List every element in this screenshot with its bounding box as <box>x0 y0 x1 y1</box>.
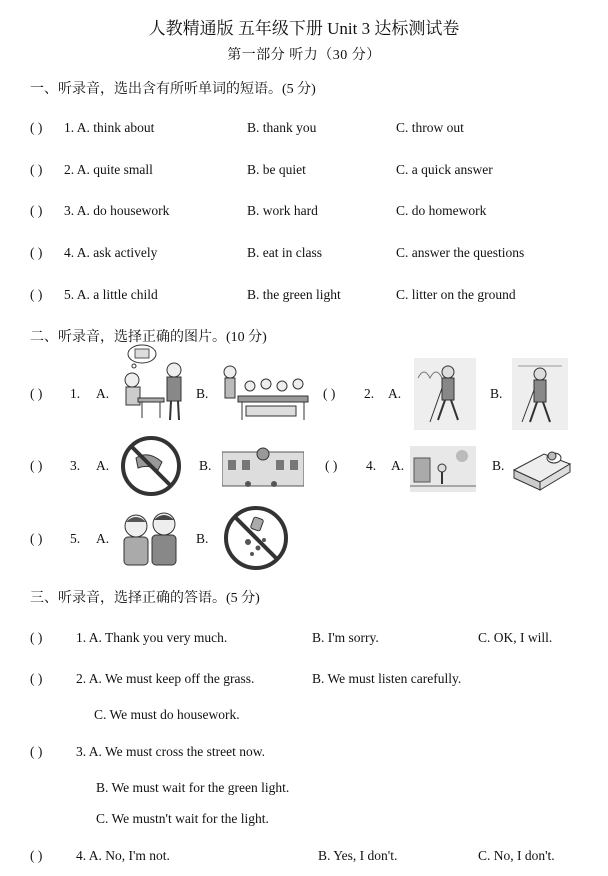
question-number: 2. <box>364 386 375 401</box>
page-subtitle: 第一部分 听力（30 分） <box>227 48 381 63</box>
picture-person-sleeping[interactable] <box>510 440 572 496</box>
option-a-label: A. <box>391 458 405 473</box>
answer-blank[interactable]: ( ) <box>30 630 43 645</box>
option-b: B. I'm sorry. <box>312 630 379 645</box>
option-a: 5. A. a little child <box>64 287 158 302</box>
option-b: B. work hard <box>247 203 318 218</box>
answer-blank[interactable]: ( ) <box>30 458 43 473</box>
option-c: C. We mustn't wait for the light. <box>96 811 269 826</box>
option-b: B. We must listen carefully. <box>312 671 462 686</box>
picture-street-building[interactable] <box>222 444 304 492</box>
picture-no-litter-sign[interactable] <box>222 504 290 572</box>
option-c: C. We must do housework. <box>94 707 240 722</box>
option-b: B. Yes, I don't. <box>318 848 398 863</box>
option-a: 1. A. Thank you very much. <box>76 630 228 645</box>
option-a-label: A. <box>96 531 110 546</box>
answer-blank[interactable]: ( ) <box>323 386 336 401</box>
option-b-label: B. <box>196 531 209 546</box>
option-a-label: A. <box>388 386 402 401</box>
option-a-label: A. <box>96 458 110 473</box>
picture-man-walking[interactable] <box>414 358 476 430</box>
question-number: 5. <box>70 531 81 546</box>
answer-blank[interactable]: ( ) <box>30 531 43 546</box>
picture-classroom[interactable] <box>218 362 314 424</box>
option-b: B. We must wait for the green light. <box>96 780 290 795</box>
page-title: 人教精通版 五年级下册 Unit 3 达标测试卷 <box>148 19 460 38</box>
option-a: 4. A. No, I'm not. <box>76 848 170 863</box>
answer-blank[interactable]: ( ) <box>30 386 43 401</box>
option-c: C. OK, I will. <box>478 630 553 645</box>
answer-blank[interactable]: ( ) <box>30 287 43 302</box>
option-a: 1. A. think about <box>64 120 155 135</box>
option-b: B. be quiet <box>247 162 306 177</box>
answer-blank[interactable]: ( ) <box>325 458 338 473</box>
option-c: C. throw out <box>396 120 464 135</box>
option-c: C. do homework <box>396 203 487 218</box>
option-c: C. litter on the ground <box>396 287 516 302</box>
option-a: 2. A. We must keep off the grass. <box>76 671 255 686</box>
option-c: C. answer the questions <box>396 245 525 260</box>
option-a: 2. A. quite small <box>64 162 153 177</box>
answer-blank[interactable]: ( ) <box>30 120 43 135</box>
option-b-label: B. <box>199 458 212 473</box>
option-b: B. thank you <box>247 120 317 135</box>
option-a: 4. A. ask actively <box>64 245 158 260</box>
option-b-label: B. <box>492 458 505 473</box>
option-a-label: A. <box>96 386 110 401</box>
section-3-heading: 三、听录音，选择正确的答语。(5 分) <box>30 591 260 606</box>
section-2-heading: 二、听录音，选择正确的图片。(10 分) <box>30 330 267 345</box>
picture-street-scene[interactable] <box>410 446 476 492</box>
picture-two-children[interactable] <box>118 510 184 570</box>
option-c: C. a quick answer <box>396 162 493 177</box>
answer-blank[interactable]: ( ) <box>30 671 43 686</box>
picture-man-walking-alt[interactable] <box>512 358 568 430</box>
answer-blank[interactable]: ( ) <box>30 848 43 863</box>
picture-no-kicking-sign[interactable] <box>118 434 184 498</box>
answer-blank[interactable]: ( ) <box>30 203 43 218</box>
option-b-label: B. <box>196 386 209 401</box>
option-a: 3. A. We must cross the street now. <box>76 744 266 759</box>
option-a: 3. A. do housework <box>64 203 170 218</box>
question-number: 1. <box>70 386 81 401</box>
option-b: B. eat in class <box>247 245 322 260</box>
option-b-label: B. <box>490 386 503 401</box>
answer-blank[interactable]: ( ) <box>30 744 43 759</box>
answer-blank[interactable]: ( ) <box>30 162 43 177</box>
option-c: C. No, I don't. <box>478 848 555 863</box>
question-number: 4. <box>366 458 377 473</box>
picture-student-thinking[interactable] <box>116 344 188 422</box>
section-1-heading: 一、听录音，选出含有所听单词的短语。(5 分) <box>30 82 316 97</box>
question-number: 3. <box>70 458 81 473</box>
option-b: B. the green light <box>247 287 341 302</box>
answer-blank[interactable]: ( ) <box>30 245 43 260</box>
